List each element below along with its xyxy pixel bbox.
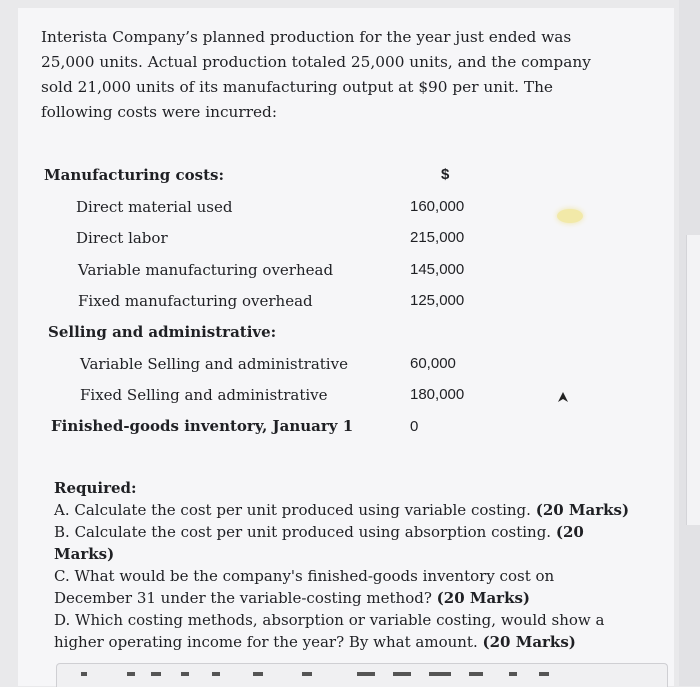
line-item-label: Variable manufacturing overhead — [78, 261, 334, 279]
side-panel — [679, 0, 700, 686]
toolbar-button[interactable] — [539, 672, 549, 676]
toolbar-button[interactable] — [81, 672, 87, 676]
toolbar-button[interactable] — [181, 672, 189, 676]
inventory-label: Finished-goods inventory, January 1 — [51, 417, 354, 435]
item-text: Calculate the cost per unit produced using absorption costing. — [74, 523, 552, 541]
line-item-amount: 145,000 — [410, 261, 465, 278]
toolbar-button[interactable] — [302, 672, 312, 676]
toolbar-button[interactable] — [212, 672, 220, 676]
item-marks: (20 Marks) — [535, 501, 630, 519]
inventory-amount: 0 — [410, 418, 419, 435]
item-prefix: A. — [54, 501, 70, 519]
item-prefix: B. — [54, 523, 70, 541]
item-prefix: C. — [54, 567, 70, 585]
currency-header: $ — [441, 166, 450, 183]
toolbar-button[interactable] — [509, 672, 517, 676]
manufacturing-header: Manufacturing costs: — [44, 166, 224, 184]
screen-glare — [557, 209, 583, 223]
toolbar-button[interactable] — [469, 672, 483, 676]
item-marks: (20 Marks) — [482, 633, 576, 651]
editor-toolbar — [56, 663, 668, 687]
line-item-amount: 125,000 — [410, 292, 465, 309]
toolbar-button[interactable] — [357, 672, 375, 676]
item-text: What would be the company's finished-goods inventory cost on December 31 under the variable-costing method? — [54, 567, 555, 607]
item-prefix: D. — [54, 611, 71, 629]
line-item-label: Direct labor — [76, 229, 168, 247]
side-panel-inner — [686, 235, 700, 525]
line-item-amount: 60,000 — [410, 355, 456, 372]
required-item-d — [54, 609, 634, 653]
intro-paragraph: Interista Company’s planned production for the year just ended was 25,000 units. Actual production totaled 25,000 units, and the company sold 21,000 units of its manufacturing output at $90 per unit. The following costs were incurred: — [41, 28, 591, 121]
toolbar-button[interactable] — [393, 672, 411, 676]
required-item-b — [54, 521, 634, 565]
line-item-amount: 180,000 — [410, 386, 465, 403]
item-text: Which costing methods, absorption or variable costing, would show a higher operating income for the year? By what amount. — [54, 611, 605, 651]
required-title: Required: — [54, 479, 137, 497]
line-item-label: Variable Selling and administrative — [80, 355, 348, 373]
selling-header: Selling and administrative: — [48, 323, 277, 341]
item-marks: (20 Marks) — [54, 523, 584, 563]
required-item-a — [54, 499, 634, 521]
toolbar-button[interactable] — [429, 672, 451, 676]
line-item-label: Fixed manufacturing overhead — [78, 292, 313, 310]
line-item-amount: 215,000 — [410, 229, 465, 246]
toolbar-button[interactable] — [151, 672, 161, 676]
line-item-label: Fixed Selling and administrative — [80, 386, 328, 404]
item-marks: (20 Marks) — [436, 589, 531, 607]
toolbar-button[interactable] — [253, 672, 263, 676]
item-text: Calculate the cost per unit produced using variable costing. — [74, 501, 531, 519]
required-section — [54, 477, 634, 653]
toolbar-button[interactable] — [127, 672, 135, 676]
line-item-label: Direct material used — [76, 198, 233, 216]
cursor-icon — [556, 390, 570, 404]
required-item-c — [54, 565, 634, 609]
line-item-amount: 160,000 — [410, 198, 465, 215]
